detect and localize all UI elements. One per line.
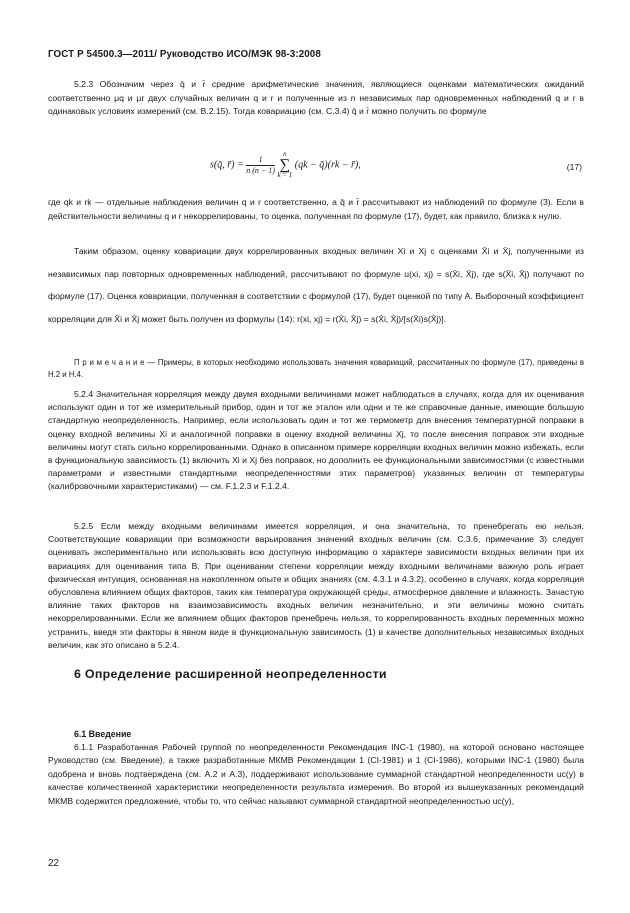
formula-17 [0, 151, 630, 185]
paragraph-covariance [48, 240, 584, 330]
paragraph-text: 5.2.4 Значительная корреляция между двумя входными величинами может наблюдаться в случаях, когда для их оценивания используют один и тот же измерительный прибор, один и тот же эталон или одни и те же справочные данные, имеющие большую стандартную неопределенность. Например, если использовать один и тот же термометр для внесения температурной поправки в оценку входной величины Xi и аналогичной поправки в оценку входной величины Xj, то после внесения поправок эти входные величины могут стать сильно коррелированными. Однако в описанном примере корреляции входных величин можно избежать, если в функциональную зависимость (1) включить Xi и Xj без поправок, но дополнить ее функциональными зависимостями (с известными параметрами и известными стандартными неопределенностями этих параметров) указанных величин от температуры (калибровочными характеристиками) — см. F.1.2.3 и F.1.2.4. [48, 389, 584, 492]
subsection-heading-6-1: 6.1 Введение [74, 729, 132, 739]
page-number: 22 [48, 858, 60, 869]
paragraph-text: где qk и rk — отдельные наблюдения величин q и r соответственно, а q̄ и r̄ рассчитывают из наблюдений по формуле (3). Если в действительности величины q и r некоррелированы, то оценка, полученная по формуле (17), будет, как правило, близка к нулю. [48, 197, 584, 221]
paragraph-6-1-1 [48, 741, 584, 808]
sum-lower: k = 1 [277, 171, 293, 179]
sigma-icon: ∑ [279, 157, 291, 173]
paragraph-after-17 [48, 196, 584, 223]
formula-number: (17) [566, 162, 582, 172]
running-header: ГОСТ Р 54500.3—2011/ Руководство ИСО/МЭК 98-3:2008 [48, 49, 321, 60]
formula-expression [210, 151, 361, 179]
formula-body: (qk − q̄)(rk − r̄), [294, 159, 361, 171]
paragraph-5-2-4 [48, 388, 584, 494]
fraction-denominator: n (n − 1) [246, 165, 275, 175]
note-text: П р и м е ч а н и е — Примеры, в которых необходимо использовать значения ковариаций, рассчитанных по формуле (17), приведены в Н.2 и Н.4. [48, 358, 584, 379]
paragraph-text: 5.2.5 Если между входными величинами имеется корреляция, и она значительна, то пренебрегать ею нельзя. Соответствующие ковариации при возможности варьирования значений входных величин (см. С.3.6, примечание 3) следует оценивать экспериментально или использовать всю доступную информацию о характере зависимости входных величин при их вариациях для оценивания типа В. При оценивании степени корреляции между входными величинами важную роль играет физическая интуиция, основанная на накопленном опыте и общих знаниях (см. 4.3.1 и 4.3.2), особенно в случаях, когда корреляция обусловлена влиянием общих факторов, таких как температура окружающей среды, атмосферное давление и влажность. Зачастую влияние таких факторов на взаимозависимость входных величин незначительно, и эти величины можно считать некоррелированными. Если же влиянием общих факторов пренебречь нельзя, то коррелированность входных переменных можно устранить, введя эти факторы в явном виде в функциональную зависимость (1) в качестве дополнительных независимых входных величин, как это описано в 5.2.4. [48, 521, 584, 650]
paragraph-text: Таким образом, оценку ковариации двух коррелированных входных величин Xi и Xj с оценками X̄i и X̄j, полученными из независимых пар повторных одновременных наблюдений, рассчитывают по формуле u(xi, xj) = s(X̄i, X̄j), где s(X̄i, X̄j) получают по формуле (17). Оценка ковариации, полученная в соответствии с формулой (17), будет оценкой по типу А. Выборочный коэффициент корреляции для X̄i и X̄j может быть получен из формулы (14): r(xi, xj) = r(X̄i, X̄j) = s(X̄i, X̄j)/[s(X̄i)s(X̄j)]. [48, 246, 584, 324]
section-heading-6: 6 Определение расширенной неопределенности [74, 667, 387, 681]
paragraph-5-2-3 [48, 78, 584, 119]
formula-fraction [246, 155, 275, 176]
sum-upper: n [283, 150, 287, 158]
formula-lhs: s(q̄, r̄) = [210, 159, 244, 171]
fraction-numerator: 1 [246, 155, 275, 166]
paragraph-text: 5.2.3 Обозначим через q̄ и r̄ средние арифметические значения, являющиеся оценками математических ожиданий соответственно μq и μr двух случайных величин q и r и полученные из n независимых пар одновременных наблюдений q и r в одинаковых условиях измерений (см. В.2.15). Тогда ковариацию (см. С.3.4) q̄ и r̄ можно получить по формуле [48, 79, 584, 117]
paragraph-text: 6.1.1 Разработанная Рабочей группой по неопределенности Рекомендация INC-1 (1980), на которой основано настоящее Руководство (см. Введение), а также разработанные МКМВ Рекомендации 1 (CI-1981) и 1 (CI-1986), которыми INC-1 (1980) была одобрена и вновь подтверждена (см. А.2 и А.3), поддерживают использование суммарной стандартной неопределенности uc(y) в качестве количественной характеристики неопределенности результата измерения. Во второй из вышеуказанных рекомендаций МКМВ содержится предложение, чтобы то, что сейчас называют суммарной стандартной неопределенностью uc(y), [48, 742, 584, 806]
summation [277, 151, 292, 179]
paragraph-5-2-5 [48, 520, 584, 652]
note-block [48, 357, 584, 381]
